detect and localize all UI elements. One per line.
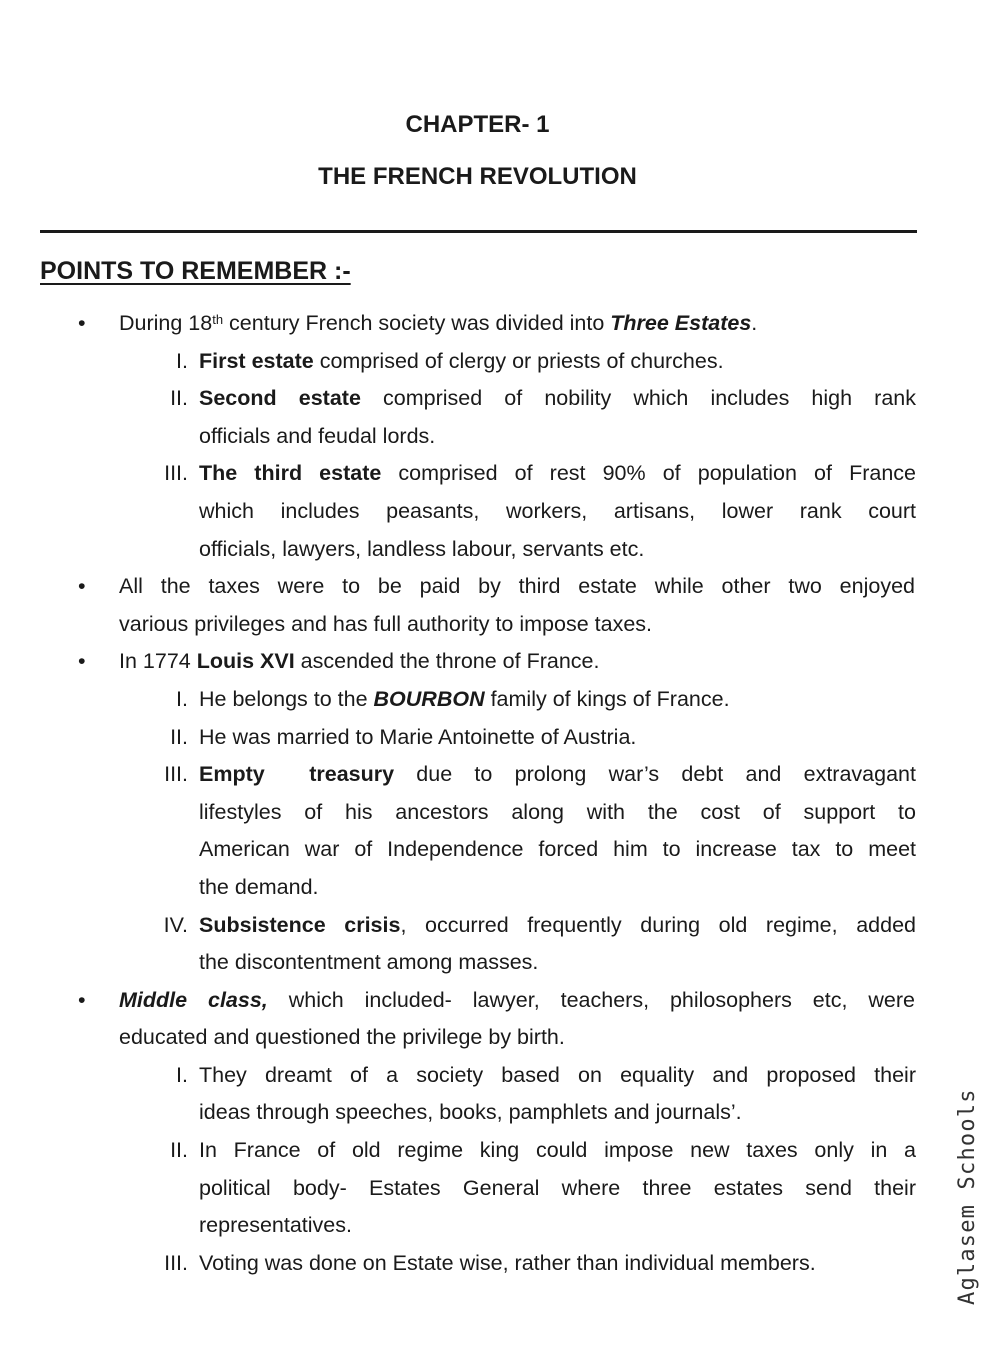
bullet-icon: • xyxy=(78,987,86,1012)
roman-numeral: II. xyxy=(170,386,188,411)
sub-item-text: the discontentment among masses. xyxy=(199,950,539,975)
sub-item xyxy=(0,756,999,794)
emphasis: Three Estates xyxy=(610,311,752,335)
roman-numeral: I. xyxy=(176,348,188,373)
bullet-icon: • xyxy=(78,574,86,599)
sub-item xyxy=(0,343,999,381)
sub-item-text: He belongs to the BOURBON family of kings of France. xyxy=(199,686,730,711)
bullet-text: various privileges and has full authority to impose taxes. xyxy=(119,611,652,636)
bullet-text: In 1774 Louis XVI ascended the throne of France. xyxy=(119,649,600,674)
roman-numeral: III. xyxy=(164,762,188,787)
list-item xyxy=(0,568,999,606)
roman-numeral: I. xyxy=(176,1062,188,1087)
bullet-icon: • xyxy=(78,649,86,674)
roman-numeral: II. xyxy=(170,724,188,749)
sub-item-text: ideas through speeches, books, pamphlets and journals’. xyxy=(199,1100,742,1125)
sub-item-text: political body- Estates General where three estates send their xyxy=(199,1175,916,1200)
sub-item-text: Voting was done on Estate wise, rather than individual members. xyxy=(199,1250,816,1275)
bullet-icon: • xyxy=(78,311,86,335)
sub-item-text: the demand. xyxy=(199,874,319,899)
bullet-text: All the taxes were to be paid by third estate while other two enjoyed xyxy=(119,574,915,599)
watermark: Aglasem Schools xyxy=(955,1088,980,1305)
sub-item-text: Empty treasury due to prolong war’s debt and extravagant xyxy=(199,762,916,787)
sub-item xyxy=(0,1245,999,1283)
sub-item-text: representatives. xyxy=(199,1213,352,1238)
sub-item-text: He was married to Marie Antoinette of Austria. xyxy=(199,724,637,749)
sub-item-text: lifestyles of his ancestors along with the cost of support to xyxy=(199,799,916,824)
sub-item xyxy=(0,455,999,493)
roman-numeral: I. xyxy=(176,686,188,711)
list-item xyxy=(0,643,999,681)
sub-item-text: First estate comprised of clergy or priests of churches. xyxy=(199,348,724,373)
sub-item xyxy=(0,719,999,757)
sub-item-text: In France of old regime king could impose new taxes only in a xyxy=(199,1138,916,1163)
title-divider xyxy=(40,230,917,233)
sub-item xyxy=(0,907,999,945)
roman-numeral: III. xyxy=(164,461,188,486)
sub-item-text: officials and feudal lords. xyxy=(199,423,436,448)
roman-numeral: II. xyxy=(170,1138,188,1163)
sub-item-text: which includes peasants, workers, artisans, lower rank court xyxy=(199,498,916,523)
list-item xyxy=(0,982,999,1020)
bullet-text: educated and questioned the privilege by birth. xyxy=(119,1025,565,1050)
chapter-title: THE FRENCH REVOLUTION xyxy=(318,163,637,190)
sub-item xyxy=(0,1132,999,1170)
sub-item xyxy=(0,681,999,719)
sub-item xyxy=(0,1057,999,1095)
roman-numeral: III. xyxy=(164,1250,188,1275)
sub-item-text: They dreamt of a society based on equality and proposed their xyxy=(199,1062,916,1087)
sub-item-text: The third estate comprised of rest 90% of population of France xyxy=(199,461,916,486)
chapter-number: CHAPTER- 1 xyxy=(405,111,550,138)
section-heading: POINTS TO REMEMBER :- xyxy=(40,257,351,285)
roman-numeral: IV. xyxy=(163,912,188,937)
list-item xyxy=(0,305,999,343)
sub-item xyxy=(0,380,999,418)
bullet-text: Middle class, which included- lawyer, teachers, philosophers etc, were xyxy=(119,987,915,1012)
emphasis: BOURBON xyxy=(373,686,485,711)
sub-item-text: Second estate comprised of nobility which includes high rank xyxy=(199,386,917,411)
sub-item-text: American war of Independence forced him to increase tax to meet xyxy=(199,837,916,862)
emphasis: Middle class, xyxy=(119,987,268,1012)
bullet-text: During 18th century French society was divided into Three Estates. xyxy=(119,311,758,335)
points-list xyxy=(0,305,999,1282)
sub-item-text: officials, lawyers, landless labour, servants etc. xyxy=(199,536,645,561)
sub-item-text: Subsistence crisis, occurred frequently during old regime, added xyxy=(199,912,916,937)
